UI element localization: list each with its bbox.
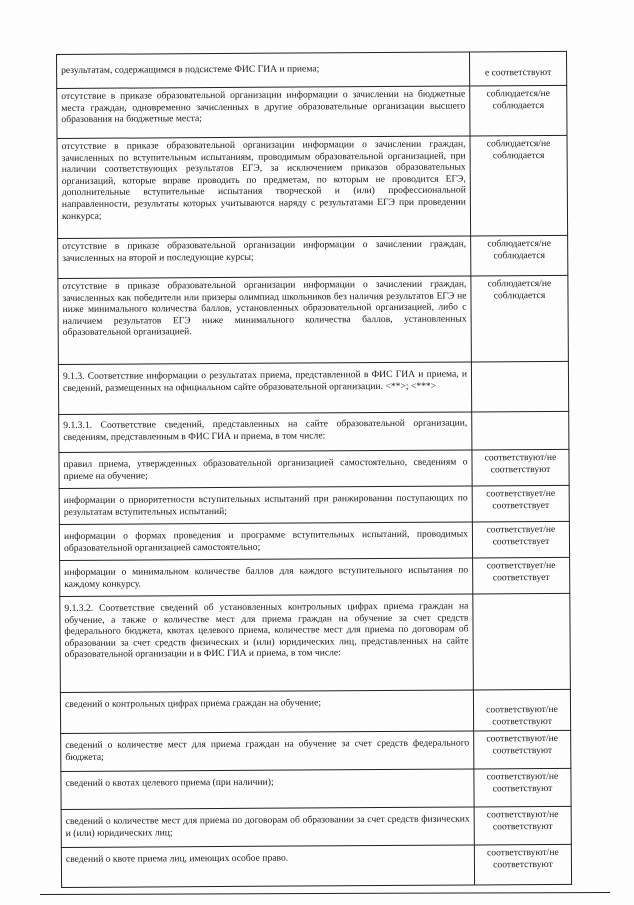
status-cell (472, 411, 569, 450)
table-row (60, 593, 571, 692)
table-row (59, 411, 569, 452)
status-cell: соответствуют/не соответствуют (472, 449, 569, 486)
criterion-cell: информации о минимальном количестве баллов для каждого вступительного испытания по каждому конкурсу. (60, 558, 473, 597)
criterion-cell: отсутствие в приказе образовательной организации информации о зачислении граждан, зачисленных как победители или призеры олимпиад школьников без наличия результатов ЕГЭ не ниже минимального количества баллов, установленных образовательной организацией, либо с наличием результатов ЕГЭ ниже минимального количества баллов, установленных образовательной организацией. (58, 276, 472, 365)
table-row (59, 485, 569, 524)
criterion-cell: информации о приоритетности вступительных испытаний при ранжировании поступающих по результатам вступительных испытаний; (59, 486, 472, 525)
status-cell: соблюдается/не соблюдается (471, 275, 569, 362)
status-cell (473, 593, 571, 690)
table-row (58, 235, 568, 278)
status-cell: соответствует/не соответствует (472, 521, 569, 558)
status-cell: соблюдается/не соблюдается (470, 135, 568, 236)
table-row (58, 361, 568, 414)
table-row (57, 135, 568, 238)
criterion-cell: сведений о количестве мест для приема по договорам об образовании за счет средств физических и (или) юридических лиц; (61, 807, 474, 848)
table-row (58, 275, 569, 364)
table-row (57, 51, 567, 88)
checklist-sheet (56, 51, 571, 882)
criterion-cell: 9.1.3.1. Соответствие сведений, представленных на сайте образовательной организации, сведениям, представленным в ФИС ГИА и приема, в том числе: (59, 412, 472, 453)
table-row (59, 449, 569, 488)
status-cell: соответствуют/не соответствуют (473, 689, 570, 731)
status-cell (471, 361, 568, 412)
status-cell: соответствуют/не соответствуют (474, 845, 571, 886)
criterion-cell: сведений о контрольных цифрах приема граждан на обучение; (60, 690, 473, 734)
status-cell: соответствует/не соответствует (472, 485, 569, 522)
status-cell: соблюдается/не соблюдается (470, 85, 567, 136)
criterion-cell: отсутствие в приказе образовательной организации информации о зачислении граждан, зачисленных по вступительным испытаниям, проводимым образовательной организацией, при наличии соответствующих результатов ЕГЭ, за исключением приказов образовательных организаций, которые вправе проводить по предметам, по которым не проводится ЕГЭ, дополнительные вступительные испытания творческой и (или) профессиональной направленности, результаты которых учитываются наряду с результатами ЕГЭ при проведении конкурса; (57, 136, 471, 239)
status-cell: соответствуют/не соответствуют (474, 769, 571, 808)
table-row (61, 731, 571, 772)
status-cell: соблюдается/не соблюдается (471, 235, 568, 276)
criterion-cell: сведений о квоте приема лиц, имеющих особое право. (61, 845, 474, 888)
criterion-cell: 9.1.3. Соответствие информации о результатах приема, представленной в ФИС ГИА и приема, и сведений, размещенных на официальном сайте образовательной организации. <**>; <***> (58, 362, 471, 415)
criterion-cell: отсутствие в приказе образовательной организации информации о зачислении граждан, зачисленных на второй и последующие курсы; (58, 236, 471, 279)
criterion-cell: сведений о количестве мест для приема граждан на обучение за счет средств федерального бюджета; (61, 731, 474, 772)
criterion-cell: сведений о квотах целевого приема (при наличии); (61, 769, 474, 810)
table-row (60, 689, 570, 733)
criterion-cell: результатам, содержащимся в подсистеме ФИС ГИА и приема; (57, 52, 470, 89)
criterion-cell: информации о формах проведения и программе вступительных испытаний, проводимых образовательной организацией самостоятельно; (59, 522, 472, 561)
table-row (59, 521, 569, 560)
criterion-cell: правил приема, утвержденных образовательной организацией самостоятельно, сведениям о приеме на обучение; (59, 450, 472, 489)
status-cell: соответствуют/не соответствуют (474, 807, 571, 846)
status-cell: е соответствуют (469, 51, 566, 86)
status-cell: соответствует/не соответствует (473, 557, 570, 594)
checklist-table (56, 51, 572, 888)
table-row (61, 769, 571, 810)
table-row (61, 845, 571, 888)
table-row (57, 85, 567, 138)
criterion-cell: отсутствие в приказе образовательной организации информации о зачислении на бюджетные места граждан, одновременно зачисленных в другие образовательные организации высшего образования на бюджетные места; (57, 86, 470, 139)
page-bottom-rule (40, 892, 610, 895)
table-row (60, 557, 570, 596)
criterion-cell: 9.1.3.2. Соответствие сведений об установленных контрольных цифрах приема граждан на обучение, а также о количестве мест для приема граждан на обучение за счет средств федерального бюджета, квотах целевого приема, количестве мест для приема по договорам об образовании за счет средств физических и (или) юридических лиц, представленных на сайте образовательной организации и в ФИС ГИА и приема, в том числе: (60, 594, 474, 693)
status-cell: соответствуют/не соответствуют (474, 731, 571, 770)
table-row (61, 807, 571, 848)
